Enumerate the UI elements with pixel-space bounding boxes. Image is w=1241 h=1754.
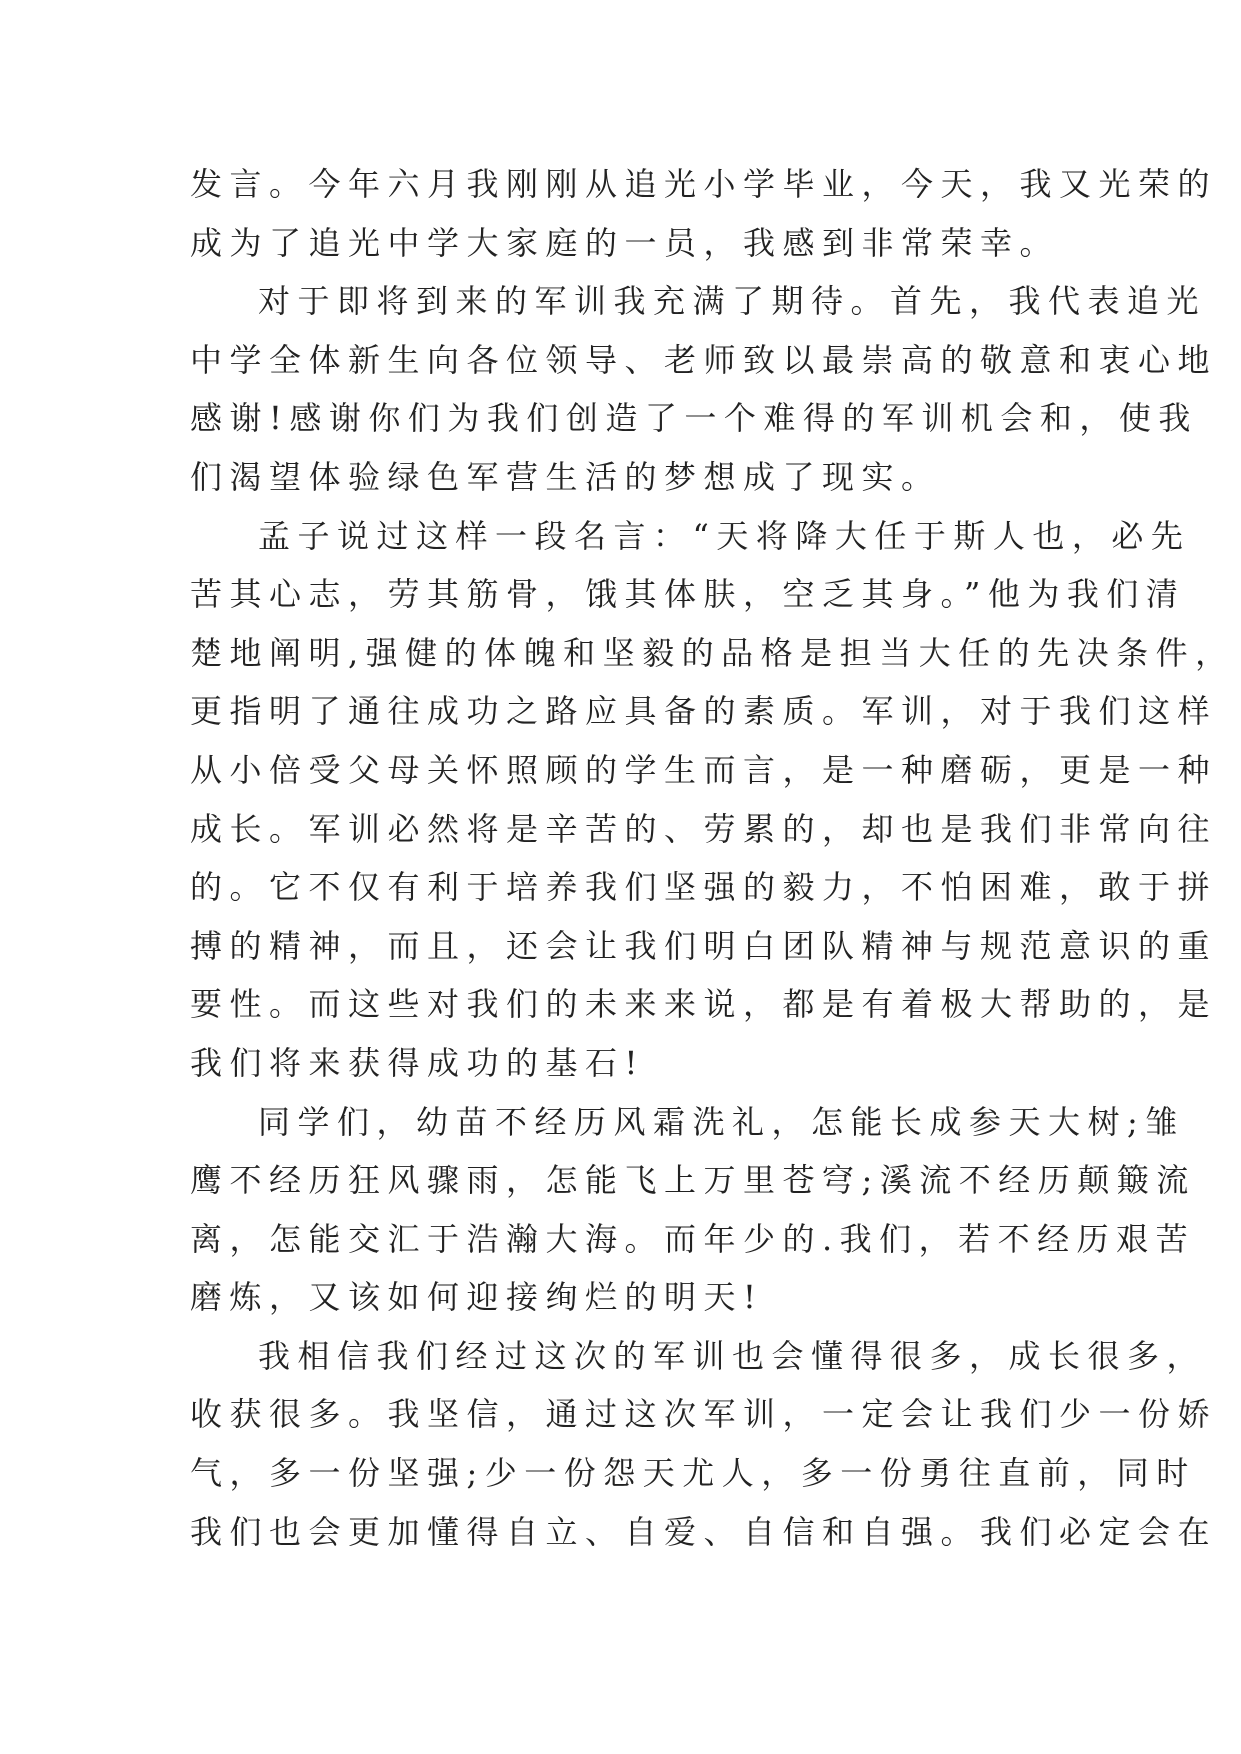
text-line: 气，多一份坚强;少一份怨天尤人，多一份勇往直前，同时 [190, 1454, 1196, 1493]
paragraph-first-line: 对于即将到来的军训我充满了期待。首先，我代表追光 [258, 282, 1207, 321]
text-line: 苦其心志，劳其筋骨，饿其体肤，空乏其身。”他为我们清 [190, 575, 1186, 614]
text-line: 离，怎能交汇于浩瀚大海。而年少的.我们，若不经历艰苦 [190, 1219, 1196, 1258]
text-line: 磨炼，又该如何迎接绚烂的明天! [190, 1278, 764, 1317]
text-line: 更指明了通往成功之路应具备的素质。军训，对于我们这样 [190, 692, 1218, 731]
text-line: 鹰不经历狂风骤雨，怎能飞上万里苍穹;溪流不经历颠簸流 [190, 1161, 1196, 1200]
text-line: 们渴望体验绿色军营生活的梦想成了现实。 [190, 457, 941, 496]
text-line: 成为了追光中学大家庭的一员，我感到非常荣幸。 [190, 223, 1060, 262]
text-line: 收获很多。我坚信，通过这次军训，一定会让我们少一份娇 [190, 1395, 1218, 1434]
paragraph-first-line: 同学们，幼苗不经历风霜洗礼，怎能长成参天大树;雏 [258, 1102, 1185, 1141]
text-line: 我们也会更加懂得自立、自爱、自信和自强。我们必定会在 [190, 1512, 1218, 1551]
text-line: 发言。今年六月我刚刚从追光小学毕业，今天，我又光荣的 [190, 165, 1218, 203]
text-line: 要性。而这些对我们的未来来说，都是有着极大帮助的，是 [190, 985, 1218, 1024]
text-line: 成长。军训必然将是辛苦的、劳累的，却也是我们非常向往 [190, 809, 1218, 848]
text-line: 中学全体新生向各位领导、老师致以最崇高的敬意和衷心地 [190, 340, 1218, 379]
body-text [190, 155, 1235, 1561]
paragraph-first-line: 我相信我们经过这次的军训也会懂得很多，成长很多， [258, 1336, 1207, 1375]
text-line: 我们将来获得成功的基石! [190, 1043, 645, 1082]
text-line: 的。它不仅有利于培养我们坚强的毅力，不怕困难，敢于拼 [190, 868, 1218, 907]
paragraph-first-line: 孟子说过这样一段名言：“天将降大任于斯人也，必先 [258, 516, 1191, 555]
text-line: 搏的精神，而且，还会让我们明白团队精神与规范意识的重 [190, 926, 1218, 965]
text-line: 楚地阐明,强健的体魄和坚毅的品格是担当大任的先决条件， [190, 633, 1235, 672]
text-line: 从小倍受父母关怀照顾的学生而言，是一种磨砺，更是一种 [190, 750, 1218, 789]
text-line: 感谢!感谢你们为我们创造了一个难得的军训机会和，使我 [190, 399, 1198, 438]
